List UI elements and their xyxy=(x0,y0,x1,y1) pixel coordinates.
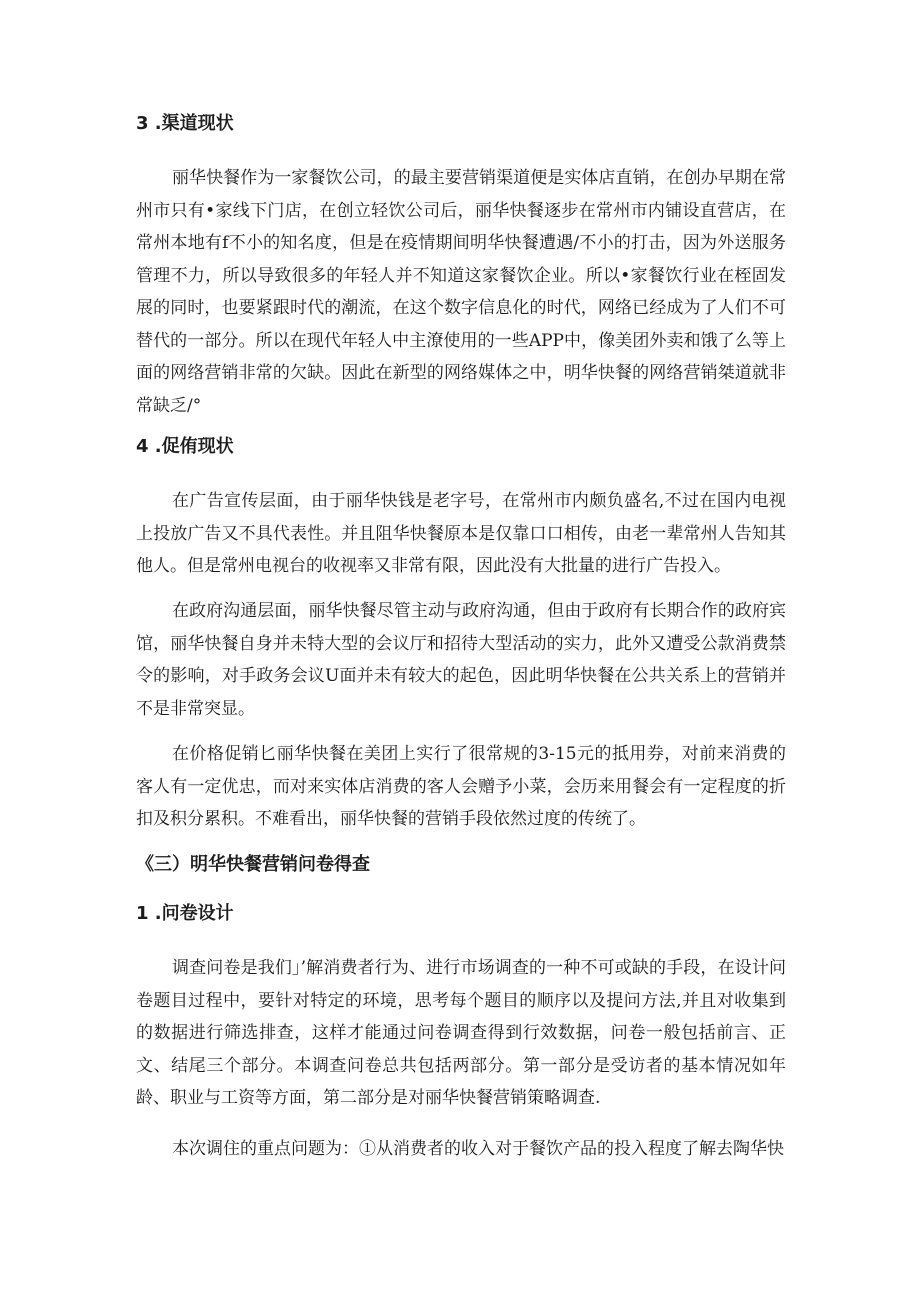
paragraph-channel-status: 丽华快餐作为一家餐饮公司，的最主要营销渠道便是实体店直销，在创办早期在常州市只有•家线下门店，在创立轻饮公司后，丽华快餐逐步在常州市内铺设直营店，在常州本地有f不小的知名度，但是在疫情期间明华快餐遭遇/不小的打击，因为外送服务管理不力，所以导致很多的年轻人并不知道这家餐饮企业。所以•家餐饮行业在桎固发展的同时，也要紧跟时代的潮流，在这个数字信息化的时代，网络已经成为了人们不可替代的一部分。所以在现代年轻人中主潦使用的一些APP中，像美团外卖和饿了么等上面的网络营销非常的欠缺。因此在新型的网络媒体之中，明华快餐的网络营销桀道就非常缺乏/° xyxy=(136,168,786,416)
section-heading-promotion-status: 4 .促侑现状 xyxy=(136,436,234,457)
section-heading-questionnaire-design: 1 .问卷设计 xyxy=(136,903,234,924)
paragraph-advertising: 在广告宣传层面，由于丽华快钱是老字号，在常州市内颇负盛名,不过在国内电视上投放广告又不具代表性。并且阻华快餐原本是仅靠口口相传，由老一辈常州人告知其他人。但是常州电视台的收视率又非常有限，因此没有大批量的进行广告投入。 xyxy=(136,491,786,576)
section-heading-channel-status: 3 .渠道现状 xyxy=(136,113,234,134)
paragraph-government-relations: 在政府沟通层面，丽华快餐尽管主动与政府沟通，但由于政府有长期合作的政府宾馆，丽华快餐自身并未特大型的会议厅和招待大型活动的实力，此外又遭受公款消费禁令的影响，对手政务会议U面并未有较大的起色，因此明华快餐在公共关系上的营销并不是非常突显。 xyxy=(136,601,786,719)
section-heading-questionnaire-survey: 《三）明华快餐营销问卷得查 xyxy=(136,854,370,875)
paragraph-questionnaire-design: 调查问卷是我们」’解消费者行为、进行市场调查的一种不可或缺的手段，在设计问卷题目过程中，要针对特定的环境，思考每个题目的顺序以及提问方法,并且对收集到的数据进行筛选排查，这样才能通过问卷调查得到行效数据，问卷一般包括前言、正文、结尾三个部分。本调查问卷总共包括两部分。第一部分是受访者的基本情况如年龄、职业与工资等方面，第二部分是对丽华快餐营销策略调查. xyxy=(136,958,786,1108)
paragraph-key-questions: 本次调住的重点问题为：①从消费者的收入对于餐饮产品的投入程度了解去陶华快 xyxy=(172,1139,784,1159)
paragraph-price-promotion: 在价格促销匕丽华快餐在美团上实行了很常规的3-15元的抵用券，对前来消费的客人有一定优忠，而对来实体店消费的客人会赠予小菜，会历来用餐会有一定程度的折扣及积分累积。不难看出，丽华快餐的营销手段依然过度的传统了。 xyxy=(136,744,786,829)
